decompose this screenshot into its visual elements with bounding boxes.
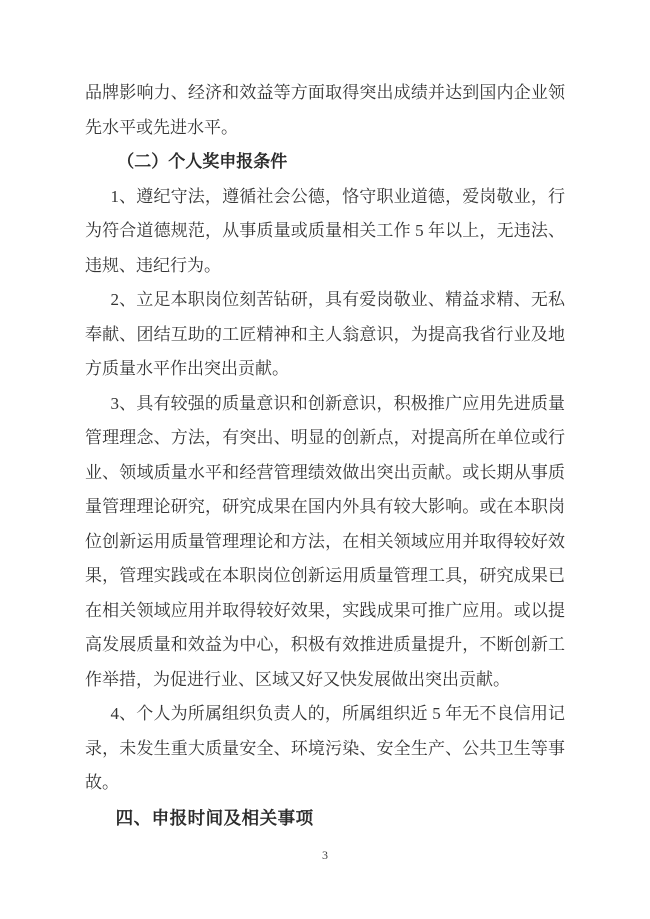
paragraph-continuation: 品牌影响力、经济和效益等方面取得突出成绩并达到国内企业领先水平或先进水平。 [85, 83, 565, 137]
condition-item-1: 1、遵纪守法，遵循社会公德，恪守职业道德，爱岗敬业，行为符合道德规范，从事质量或质量相关工作 5 年以上，无违法、违规、违纪行为。 [85, 186, 565, 275]
condition-item-4: 4、个人为所属组织负责人的，所属组织近 5 年无不良信用记录，未发生重大质量安全、环境污染、安全生产、公共卫生等事故。 [85, 704, 565, 792]
document-content [85, 76, 565, 835]
page-number: 3 [322, 848, 328, 862]
condition-item-3: 3、具有较强的质量意识和创新意识，积极推广应用先进质量管理理念、方法，有突出、明显的创新点，对提高所在单位或行业、领域质量水平和经营管理绩效做出突出贡献。或长期从事质量管理理论研究，研究成果在国内外具有较大影响。或在本职岗位创新运用质量管理理论和方法，在相关领域应用并取得较好效果，管理实践或在本职岗位创新运用质量管理工具，研究成果已在相关领域应用并取得较好效果，实践成果可推广应用。或以提高发展质量和效益为中心，积极有效推进质量提升，不断创新工作举措，为促进行业、区域又好又快发展做出突出贡献。 [85, 393, 565, 689]
section-heading-application-time: 四、申报时间及相关事项 [115, 807, 314, 828]
section-heading-individual-award-conditions: （二）个人奖申报条件 [117, 152, 288, 171]
condition-item-2: 2、立足本职岗位刻苦钻研，具有爱岗敬业、精益求精、无私奉献、团结互助的工匠精神和主人翁意识，为提高我省行业及地方质量水平作出突出贡献。 [85, 290, 565, 378]
